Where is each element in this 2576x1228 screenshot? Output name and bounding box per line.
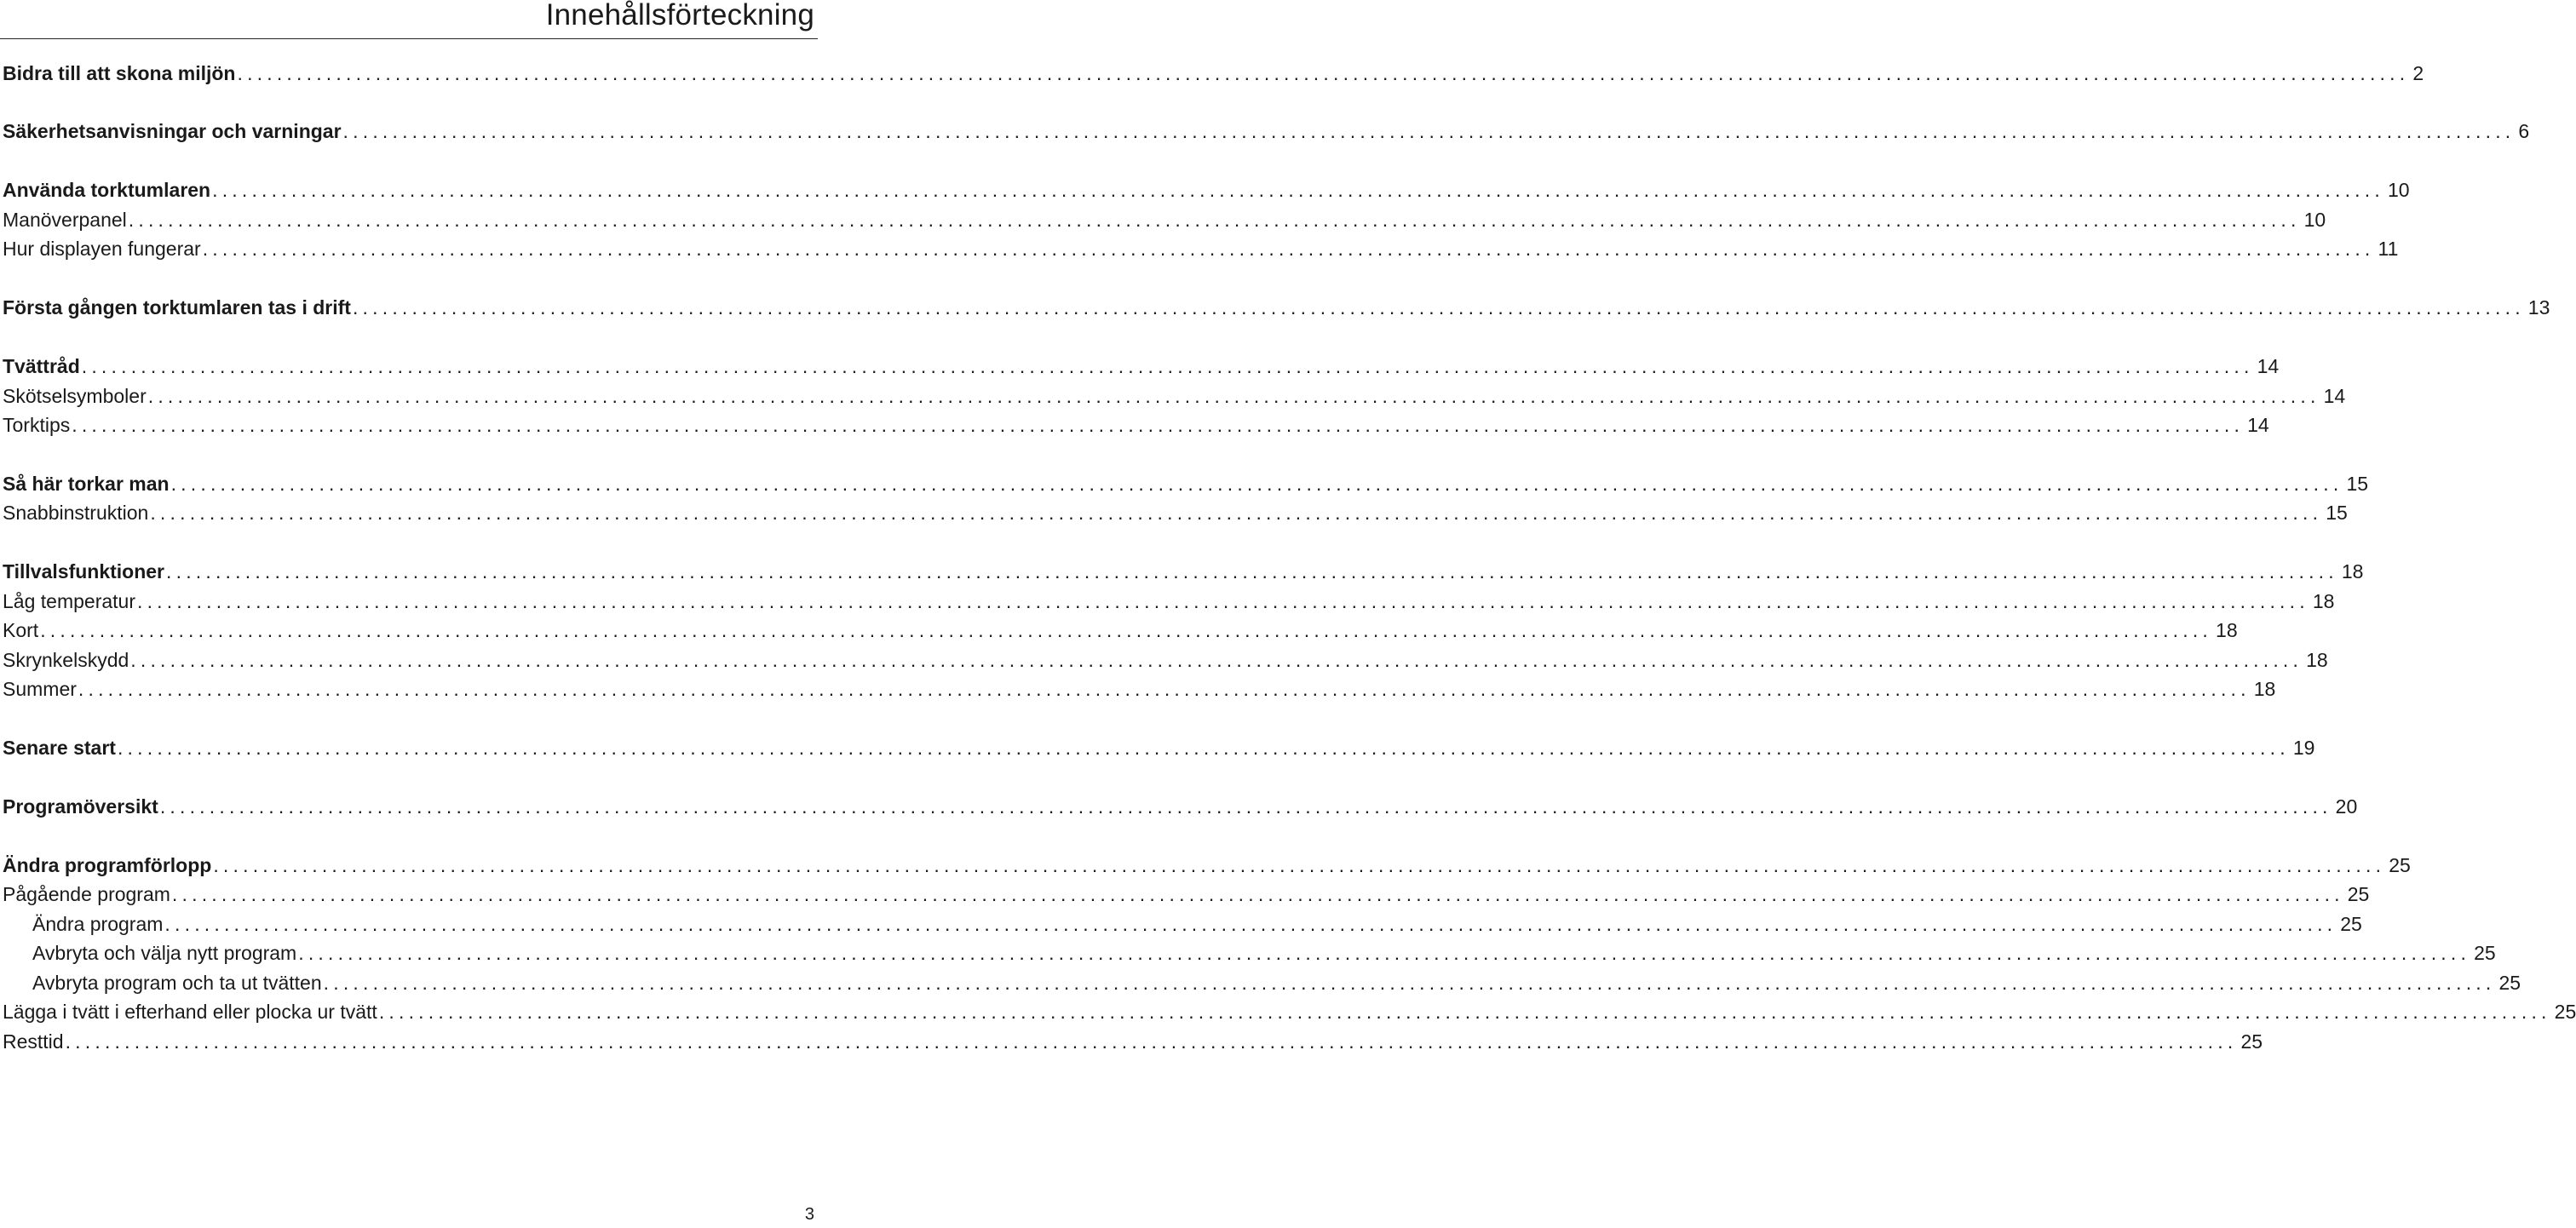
toc-entry-label: Skötselsymboler [3,385,147,407]
dot-leader: ............................................................................................................................................................................................................................ [342,120,2516,142]
toc-entry-page: 25 [2240,1030,2263,1053]
toc-entry[interactable] [3,114,2530,143]
toc-entry-page: 15 [2326,502,2348,524]
toc-entry-label: Pågående program [3,883,170,905]
toc-entry-page: 18 [2253,678,2276,700]
toc-entry-label: Bidra till att skona miljön [3,62,236,84]
dot-leader: ............................................................................................................................................................................................................................ [117,737,2290,759]
dot-leader: ............................................................................................................................................................................................................................ [72,414,2245,436]
toc-entry-page: 25 [2340,913,2362,935]
toc-entry[interactable] [3,496,2348,525]
toc-entry-page: 13 [2527,296,2550,318]
toc-entry-page: 10 [2303,209,2326,231]
toc-entry-label: Tvättråd [3,355,80,377]
dot-leader: ............................................................................................................................................................................................................................ [136,590,2309,612]
toc-entry-label: Tillvalsfunktioner [3,560,165,582]
toc-entry[interactable] [3,643,2328,672]
toc-entry-label: Avbryta och välja nytt program [32,942,297,964]
toc-entry-page: 25 [2498,972,2521,994]
dot-leader: ............................................................................................................................................................................................................................ [147,385,2320,407]
toc-entry-page: 14 [2323,385,2346,407]
toc-entry-label: Så här torkar man [3,473,170,495]
toc-entry[interactable] [3,789,2358,818]
toc-entry[interactable] [3,584,2335,613]
dot-leader: ............................................................................................................................................................................................................................ [159,795,2332,818]
dot-leader: ............................................................................................................................................................................................................................ [40,619,2213,641]
toc-entry[interactable] [3,1024,2263,1053]
dot-leader: ............................................................................................................................................................................................................................ [237,62,2410,84]
toc-entry-page: 18 [2216,619,2238,641]
toc-entry[interactable] [3,290,2550,319]
dot-leader: ............................................................................................................................................................................................................................ [378,1001,2551,1023]
toc-entry-label: Programöversikt [3,795,158,818]
page-number: 3 [804,1205,814,1224]
dot-leader: ............................................................................................................................................................................................................................ [81,355,2254,377]
toc-entry-page: 25 [2474,942,2496,964]
toc-entry-label: Torktips [3,414,71,436]
title-divider [0,38,818,39]
dot-leader: ............................................................................................................................................................................................................................ [213,854,2386,876]
dot-leader: ............................................................................................................................................................................................................................ [128,209,2301,231]
dot-leader: ............................................................................................................................................................................................................................ [65,1030,2238,1053]
toc-entry[interactable] [3,877,2370,906]
dot-leader: ............................................................................................................................................................................................................................ [323,972,2496,994]
toc-entry-page: 25 [2389,854,2411,876]
page-title: Innehållsförteckning [545,0,814,32]
toc-entry-label: Avbryta program och ta ut tvätten [32,972,322,994]
toc-entry[interactable] [32,936,2496,965]
toc-entry-page: 25 [2554,1001,2576,1023]
toc-entry[interactable] [3,731,2315,760]
toc-entry[interactable] [3,613,2238,642]
toc-entry-label: Kort [3,619,39,641]
toc-entry-label: Skrynkelskydd [3,649,129,671]
toc-entry-page: 18 [2312,590,2335,612]
toc-entry-page: 20 [2335,795,2358,818]
dot-leader: ............................................................................................................................................................................................................................ [150,502,2323,524]
toc-entry[interactable] [3,232,2399,261]
toc-entry-label: Senare start [3,737,116,759]
toc-entry-label: Hur displayen fungerar [3,238,201,260]
toc-entry-page: 19 [2292,737,2315,759]
toc-entry[interactable] [3,408,2269,437]
dot-leader: ............................................................................................................................................................................................................................ [166,560,2338,582]
toc-entry-page: 25 [2347,883,2370,905]
toc-entry[interactable] [32,907,2362,936]
toc-entry[interactable] [3,848,2411,877]
toc-entry-label: Summer [3,678,77,700]
toc-entry-page: 18 [2306,649,2328,671]
toc-entry-label: Säkerhetsanvisningar och varningar [3,120,342,142]
toc-entry-label: Använda torktumlaren [3,179,211,201]
dot-leader: ............................................................................................................................................................................................................................ [171,883,2344,905]
dot-leader: ............................................................................................................................................................................................................................ [202,238,2375,260]
toc-entry[interactable] [3,672,2276,701]
dot-leader: ............................................................................................................................................................................................................................ [164,913,2337,935]
toc-entry[interactable] [3,56,2424,85]
toc-entry[interactable] [3,379,2346,408]
dot-leader: ............................................................................................................................................................................................................................ [352,296,2525,318]
toc-entry[interactable] [3,554,2364,583]
toc-entry[interactable] [3,995,2576,1024]
toc-entry-label: Ändra program [32,913,164,935]
toc-entry-label: Snabbinstruktion [3,502,149,524]
dot-leader: ............................................................................................................................................................................................................................ [130,649,2303,671]
toc-entry-page: 14 [2257,355,2280,377]
toc-entry-page: 6 [2518,120,2530,142]
toc-entry[interactable] [3,173,2410,202]
toc-entry-label: Ändra programförlopp [3,854,212,876]
toc-entry-label: Låg temperatur [3,590,135,612]
toc-entry[interactable] [3,203,2326,232]
toc-entry-page: 15 [2346,473,2369,495]
dot-leader: ............................................................................................................................................................................................................................ [212,179,2384,201]
toc-entry-page: 14 [2247,414,2269,436]
toc-entry-label: Lägga i tvätt i efterhand eller plocka ur tvätt [3,1001,377,1023]
toc-entry-page: 10 [2387,179,2410,201]
toc-entry-label: Första gången torktumlaren tas i drift [3,296,351,318]
toc-entry[interactable] [3,467,2369,496]
toc-entry-label: Manöverpanel [3,209,127,231]
toc-entry-page: 2 [2412,62,2424,84]
toc-entry-page: 18 [2341,560,2364,582]
toc-entry-label: Resttid [3,1030,64,1053]
dot-leader: ............................................................................................................................................................................................................................ [78,678,2251,700]
toc-entry-page: 11 [2378,238,2399,260]
dot-leader: ............................................................................................................................................................................................................................ [298,942,2471,964]
dot-leader: ............................................................................................................................................................................................................................ [170,473,2343,495]
toc-entry[interactable] [3,349,2280,378]
toc-entry[interactable] [32,966,2521,995]
